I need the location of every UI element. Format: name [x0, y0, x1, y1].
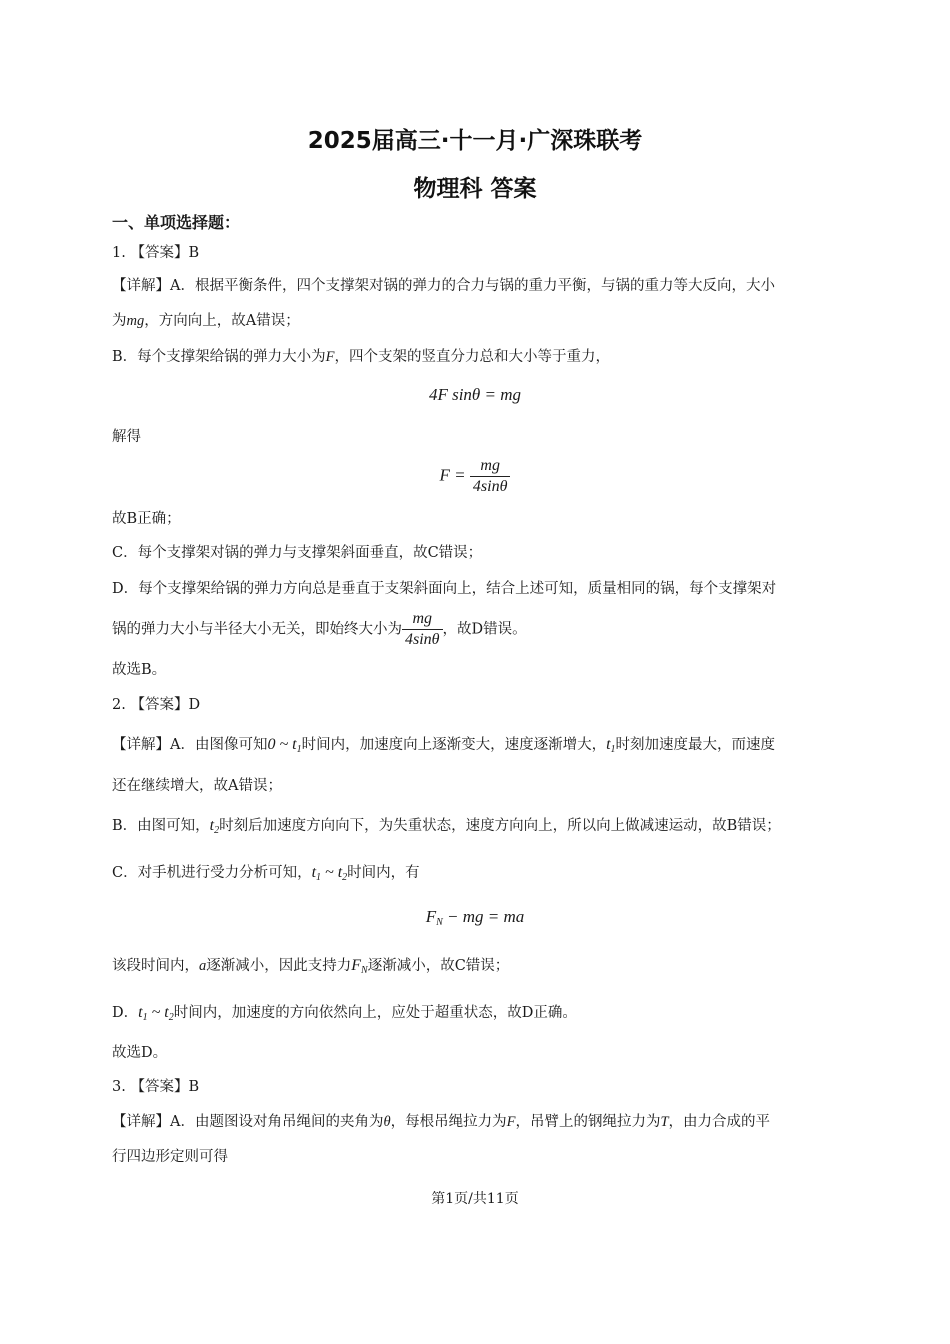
q1-detail-a: 【详解】A．根据平衡条件，四个支撑架对锅的弹力的合力与锅的重力平衡，与锅的重力等大反向，大小	[112, 278, 775, 294]
math-t1	[606, 736, 615, 753]
q2-choose: 故选D。	[112, 1045, 168, 1061]
fraction	[470, 456, 511, 497]
q1-equation-1: 4F sinθ = mg	[428, 385, 522, 404]
q1-choose: 故选B。	[112, 662, 167, 678]
q2-answer: 2. 【答案】D	[112, 697, 201, 713]
var-T: T	[660, 1114, 669, 1130]
math: t	[209, 817, 215, 834]
text: ，故D错误。	[442, 621, 527, 638]
math: F	[351, 957, 362, 974]
q1-detail-d-2	[112, 609, 842, 650]
q2-detail-c	[112, 863, 842, 888]
subscript: 1	[610, 744, 616, 755]
q1-detail-d-1: D．每个支撑架给锅的弹力方向总是垂直于支架斜面向上，结合上述可知，质量相同的锅，每个支撑架对	[112, 581, 777, 597]
text: ，吊臂上的钢绳拉力为	[515, 1114, 661, 1130]
q1-detail-c: C．每个支撑架对锅的弹力与支撑架斜面垂直，故C错误；	[112, 545, 483, 561]
math: F	[425, 907, 437, 926]
fraction-denominator: 4sinθ	[405, 631, 440, 648]
text: ，每根吊绳拉力为	[390, 1114, 507, 1130]
subscript: 2	[168, 1012, 174, 1023]
text: 该段时间内，	[112, 958, 199, 974]
q2-detail-b	[112, 816, 842, 841]
text: ，方向向上，故A错误；	[144, 313, 300, 329]
var-F: F	[506, 1114, 516, 1130]
page-footer: 第1页/共11页	[431, 1191, 519, 1207]
eq-lhs: F =	[439, 465, 466, 485]
text: 时间内，加速度向上逐渐变大，速度逐渐增大，	[301, 737, 607, 753]
q1-detail-a-cont	[112, 311, 842, 331]
q1-b-conclusion: 故B正确；	[112, 511, 181, 527]
text: D．	[112, 1005, 139, 1021]
fraction-numerator: mg	[470, 456, 511, 477]
q3-detail-a	[112, 1112, 842, 1132]
text: 时刻加速度最大，而速度	[615, 737, 776, 753]
math: 0 ~ t	[267, 736, 297, 753]
math: t	[138, 1004, 143, 1021]
text: 时刻后加速度方向向下，为失重状态，速度方向向上，所以向上做减速运动，故B错误；	[219, 818, 781, 834]
math: t	[606, 736, 611, 753]
math-range	[267, 736, 301, 753]
math-range	[138, 1004, 174, 1021]
math-t2	[210, 817, 219, 834]
math: ~ t	[321, 864, 343, 881]
q3-detail-a-cont: 行四边形定则可得	[112, 1149, 228, 1165]
subscript: 1	[316, 872, 322, 883]
q1-jiede: 解得	[112, 429, 141, 445]
q2-detail-a-cont: 还在继续增大，故A错误；	[112, 778, 282, 794]
text: 锅的弹力大小与半径大小无关，即始终大小为	[112, 621, 402, 638]
var-a: a	[199, 958, 207, 974]
subscript: N	[436, 917, 443, 928]
var-mg: mg	[126, 313, 145, 329]
q2-equation	[0, 906, 950, 934]
text: 时间内，有	[347, 865, 420, 881]
q2-detail-a	[112, 735, 842, 760]
subscript: 2	[342, 872, 348, 883]
text: B．由图可知，	[112, 818, 210, 834]
section-heading: 一、单项选择题：	[112, 213, 241, 232]
text: 逐渐减小，故C错误；	[367, 958, 510, 974]
subscript: 2	[214, 825, 220, 836]
text: ，由力合成的平	[668, 1114, 771, 1130]
q1-answer: 1. 【答案】B	[112, 245, 200, 261]
subscript: N	[361, 965, 368, 976]
var-theta: θ	[383, 1114, 391, 1130]
math: ~ t	[147, 1004, 169, 1021]
text: 逐渐减小，因此支持力	[206, 958, 352, 974]
q1-detail-b	[112, 347, 842, 367]
var-F: F	[325, 349, 335, 365]
math: t	[311, 864, 317, 881]
subscript: 1	[142, 1012, 148, 1023]
text: C．对手机进行受力分析可知，	[112, 865, 312, 881]
text: 【详解】A．由图像可知	[112, 737, 268, 753]
subscript: 1	[296, 744, 302, 755]
text: ，四个支架的竖直分力总和大小等于重力，	[334, 349, 611, 365]
text: B．每个支撑架给锅的弹力大小为	[112, 349, 326, 365]
fraction	[402, 609, 443, 650]
math: − mg = ma	[442, 907, 525, 926]
q2-detail-d	[112, 1003, 842, 1028]
math-range	[312, 864, 348, 881]
q1-equation-2	[0, 456, 950, 497]
text: 时间内，加速度的方向依然向上，应处于超重状态，故D正确。	[173, 1005, 577, 1021]
q3-answer: 3. 【答案】B	[112, 1079, 200, 1095]
text: 为	[112, 313, 127, 329]
fraction-denominator: 4sinθ	[472, 478, 508, 495]
q2-detail-c-cont	[112, 956, 842, 981]
document-subtitle: 物理科 答案	[413, 176, 537, 202]
math-FN	[351, 957, 367, 974]
document-title: 2025届高三·十一月·广深珠联考	[307, 128, 643, 154]
text: 【详解】A．由题图设对角吊绳间的夹角为	[112, 1114, 384, 1130]
fraction-numerator: mg	[402, 609, 443, 630]
